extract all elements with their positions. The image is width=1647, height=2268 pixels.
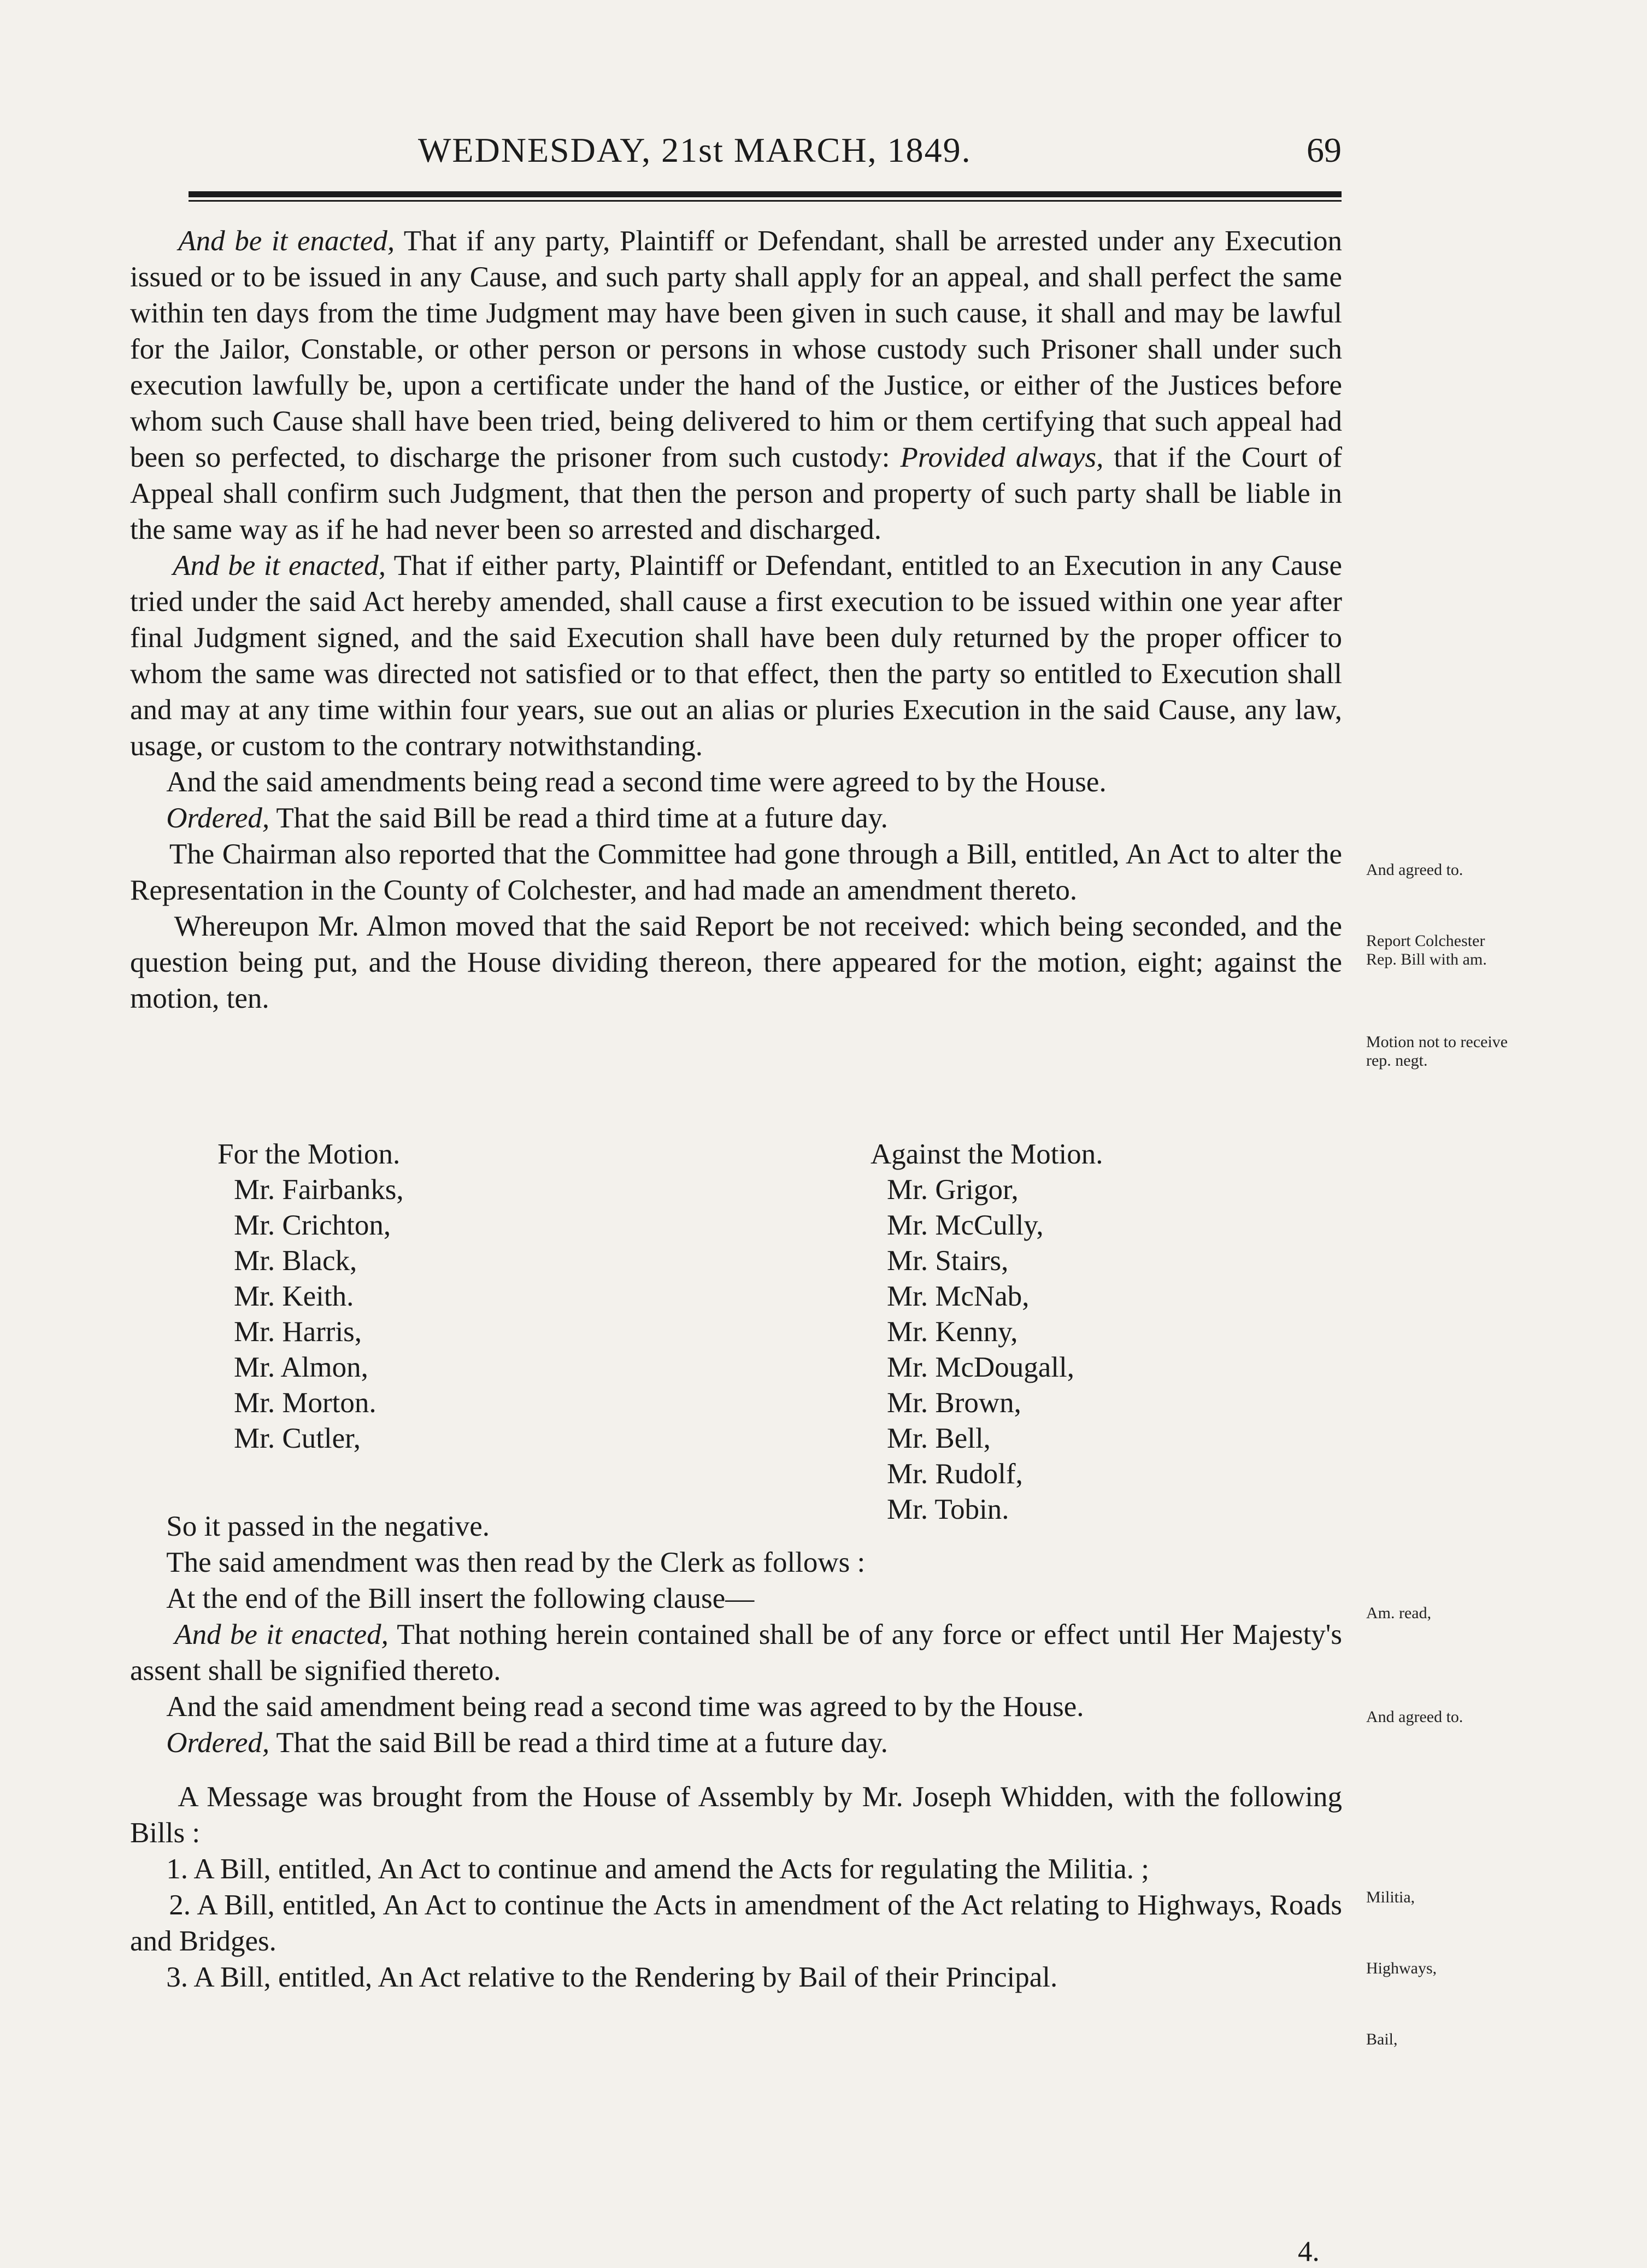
member-name: Mr. Stairs, [887,1245,1009,1277]
margin-note-colchester: Report Colchester Rep. Bill with am. [1366,932,1487,968]
paragraph-insert-clause: At the end of the Bill insert the following clause— [166,1583,755,1614]
page-number: 69 [1307,131,1342,169]
member-name: Mr. McCully, [887,1209,1044,1241]
paragraph-ordered-future-day: Ordered, That the said Bill be read a third time at a future day. [166,1727,888,1759]
member-name: Mr. Bell, [887,1423,991,1454]
page-title: WEDNESDAY, 21st MARCH, 1849. [418,131,972,169]
paragraph-amendments-agreed: And the said amendments being read a second time were agreed to by the House. [166,766,1107,798]
for-names [217,1172,404,1456]
member-name: Mr. Rudolf, [887,1458,1023,1490]
section-amendment-clauses [130,223,1342,1017]
header-rule-thin [189,200,1342,202]
margin-note-agreed-2: And agreed to. [1366,1708,1463,1726]
paragraph-almon-motion: Whereupon Mr. Almon moved that the said Report be not received: which being seconded, and the question being put, and the House dividing thereon, there appeared for the motion, eight; against the motion, ten. [130,910,1343,1014]
paragraph-arrest-clause: And be it enacted, That if any party, Plaintiff or Defendant, shall be arrested under any Execution issued or to be issued in any Cause, and such party shall apply for an appeal, and shall perfect the same within ten days from the time Judgment may have been given in such cause, it shall and may be lawful for the Jailor, Constable, or other person or persons in whose custody such Prisoner shall under such execution lawfully be, upon a certificate under the hand of the Justice, or either of the Justices before whom such Cause shall have been tried, being delivered to him or them certifying that such appeal had been so perfected, to discharge the prisoner from such custody: Provided always, that if the Court of Appeal shall confirm such Judgment, that then the person and property of such party shall be liable in the same way as if he had never been so arrested and discharged. [130,225,1343,545]
member-name: Mr. Crichton, [234,1209,391,1241]
paragraph-chairman-report: The Chairman also reported that the Committee had gone through a Bill, entitled, An Act to alter the Representation in the County of Colchester, and had made an amendment thereto. [130,838,1342,906]
division-list [130,1137,1342,1525]
margin-note-highways: Highways, [1366,1959,1437,1977]
for-heading: For the Motion. [217,1138,401,1170]
margin-note-agreed-1: And agreed to. [1366,861,1463,879]
member-name: Mr. McDougall, [887,1352,1074,1383]
member-name: Mr. Brown, [887,1387,1021,1419]
paragraph-bill-highways: 2. A Bill, entitled, An Act to continue the Acts in amendment of the Act relating to Highways, Roads and Bridges. [130,1889,1342,1957]
member-name: Mr. Tobin. [887,1494,1009,1525]
member-name: Mr. Kenny, [887,1316,1018,1348]
member-name: Mr. Fairbanks, [234,1174,404,1206]
paragraph-execution-clause: And be it enacted, That if either party, Plaintiff or Defendant, entitled to an Execution in any Cause tried under the said Act hereby amended, shall cause a first execution to be issued within one year after final Judgment signed, and the said Execution shall have been duly returned by the proper officer to whom the same was directed not satisfied or to that effect, then the party so entitled to Execution shall and may at any time within four years, sue out an alias or pluries Execution in the said Cause, any law, usage, or custom to the contrary notwithstanding. [130,550,1342,762]
paragraph-bill-militia: 1. A Bill, entitled, An Act to continue and amend the Acts for regulating the Militia. ; [166,1853,1150,1885]
paragraph-amendment-agreed: And the said amendment being read a second time was agreed to by the House. [166,1691,1084,1723]
paragraph-message: A Message was brought from the House of Assembly by Mr. Joseph Whidden, with the following Bills : [130,1781,1342,1849]
member-name: Mr. Keith. [234,1280,354,1312]
section-amendment-read [130,1508,1342,1761]
against-column [870,1137,1103,1527]
paragraph-negative: So it passed in the negative. [166,1511,490,1542]
member-name: Mr. McNab, [887,1280,1030,1312]
margin-note-motion: Motion not to receive rep. negt. [1366,1033,1508,1070]
member-name: Mr. Grigor, [887,1174,1019,1206]
paragraph-clerk-read: The said amendment was then read by the Clerk as follows : [166,1547,866,1578]
member-name: Mr. Black, [234,1245,357,1277]
paragraph-assent-clause: And be it enacted, That nothing herein contained shall be of any force or effect until Her Majesty's assent shall be signified thereto. [130,1619,1342,1687]
member-name: Mr. Harris, [234,1316,362,1348]
margin-note-am-read: Am. read, [1366,1604,1432,1622]
member-name: Mr. Cutler, [234,1423,361,1454]
section-message-bills [130,1779,1342,1995]
against-heading: Against the Motion. [870,1138,1103,1170]
page-header [128,130,1342,174]
margin-note-bail: Bail, [1366,2030,1398,2048]
margin-note-militia: Militia, [1366,1888,1415,1906]
member-name: Mr. Almon, [234,1352,368,1383]
member-name: Mr. Morton. [234,1387,377,1419]
against-names [870,1172,1103,1527]
paragraph-ordered-third-reading: Ordered, That the said Bill be read a third time at a future day. [166,802,888,834]
header-rule-thick [189,191,1342,197]
for-column [217,1137,404,1456]
catchword: 4. [1298,2236,1320,2267]
paragraph-bill-bail: 3. A Bill, entitled, An Act relative to the Rendering by Bail of their Principal. [166,1961,1058,1993]
